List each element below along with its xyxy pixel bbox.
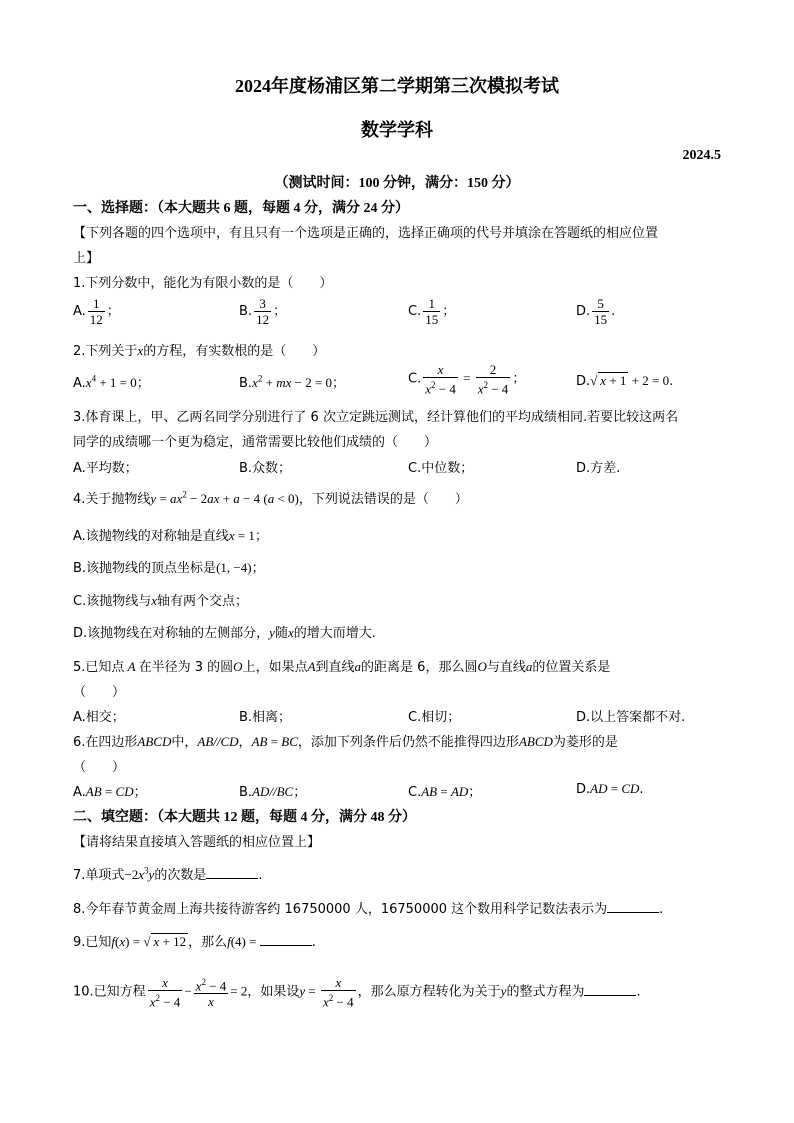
section2-instruction: 【请将结果直接填入答题纸的相应位置上】: [73, 835, 321, 850]
q10: 10.已知方程 $\frac{x}{x^2 - 4}$ − $\frac{x^2 - 4}{x}$ = 2，如果设y = $\frac{x}{x^2 - 4}$ ，那么原方程转化为关于y的整式方程为 .: [73, 975, 641, 1010]
answer-blank[interactable]: [584, 983, 636, 996]
q3-option-b: B.众数；: [239, 461, 292, 476]
q4-option-a: A.该抛物线的对称轴是直线x = 1；: [73, 528, 268, 544]
q5-option-d: D.以上答案都不对.: [576, 710, 686, 725]
section1-instruction-1: 【下列各题的四个选项中，有且只有一个选项是正确的，选择正确项的代号并填涂在答题纸的相应位置: [73, 226, 659, 241]
section2-heading: 二、填空题：（本大题共 12 题，每题 4 分，满分 48 分）: [73, 810, 416, 825]
q3-option-a: A.平均数；: [73, 461, 138, 476]
section1-heading: 一、选择题：（本大题共 6 题，每题 4 分，满分 24 分）: [73, 201, 409, 216]
answer-blank[interactable]: [607, 900, 659, 913]
q3-option-c: C.中位数；: [408, 461, 474, 476]
q4-option-d: D.该抛物线在对称轴的左侧部分，y随x的增大而增大.: [73, 625, 376, 641]
q9: 9.已知f(x) = √ x + 12 ，那么f(4) = .: [73, 934, 316, 950]
q1-option-a: A. $\frac{1}{12}$ ；: [73, 296, 120, 327]
q5-option-a: A.相交；: [73, 710, 125, 725]
q6-option-b: B.AD//BC；: [239, 784, 307, 800]
exam-info: （测试时间：100 分钟，满分：150 分）: [274, 176, 520, 191]
q2-option-d: D.√ x + 1 + 2 = 0.: [576, 373, 674, 389]
q5-option-c: C.相切；: [408, 710, 461, 725]
q8: 8.今年春节黄金周上海共接待游客约 16750000 人，16750000 这个数用科学记数法表示为 .: [73, 902, 664, 917]
q4-stem: 4.关于抛物线$y = ax^2 - 2ax + a - 4$ (a < 0)，下列说法错误的是（ ）: [73, 489, 468, 507]
subject-title: 数学学科: [361, 120, 433, 140]
q6-option-a: A.AB = CD；: [73, 784, 147, 800]
q6-line2: （ ）: [73, 760, 126, 775]
q4-option-b: B.该抛物线的顶点坐标是(1, −4)；: [73, 560, 265, 576]
q3-line2: 同学的成绩哪一个更为稳定，通常需要比较他们成绩的（ ）: [73, 435, 438, 450]
q1-stem: 1.下列分数中，能化为有限小数的是（ ）: [73, 276, 333, 291]
q2-option-b: $B.x^2$ + mx − 2 = 0；: [239, 373, 346, 391]
section1-instruction-2: 上】: [73, 251, 100, 266]
exam-date: 2024.5: [682, 148, 721, 163]
q5-line2: （ ）: [73, 685, 126, 700]
q4-option-c: C.该抛物线与x轴有两个交点；: [73, 593, 249, 609]
q1-option-b: B. $\frac{3}{12}$ ；: [239, 296, 287, 327]
q5-line1: 5.已知点 A 在半径为 3 的圆O上，如果点A到直线a的距离是 6，那么圆O与直线a的位置关系是: [73, 659, 611, 675]
q6-option-c: C.AB = AD；: [408, 784, 482, 800]
q2-stem: 2.下列关于x的方程，有实数根的是（ ）: [73, 343, 326, 359]
q3-option-d: D.方差.: [576, 461, 621, 476]
q7: 7.单项式$-2x^3y$的次数是 .: [73, 865, 263, 883]
q5-option-b: B.相离；: [239, 710, 292, 725]
q6-line1: 6.在四边形ABCD中，AB//CD，AB = BC，添加下列条件后仍然不能推得四边形ABCD为菱形的是: [73, 734, 618, 750]
q1-option-c: C. $\frac{1}{15}$ ；: [408, 296, 456, 327]
q6-option-d: D.AD = CD.: [576, 781, 644, 797]
q2-option-c: C. $\frac{x}{x^2 - 4}$ = $\frac{2}{x^2 - 4}$ ；: [408, 362, 526, 397]
answer-blank[interactable]: [206, 866, 258, 879]
q2-option-a: $A.x^4 + 1 = 0$；: [73, 373, 150, 391]
answer-blank[interactable]: [260, 933, 312, 946]
q3-line1: 3.体育课上，甲、乙两名同学分别进行了 6 次立定跳远测试，经计算他们的平均成绩相同.若要比较这两名: [73, 410, 679, 425]
exam-title: 2024年度杨浦区第二学期第三次模拟考试: [235, 76, 559, 96]
q1-option-d: D. $\frac{5}{15}$ .: [576, 296, 616, 327]
